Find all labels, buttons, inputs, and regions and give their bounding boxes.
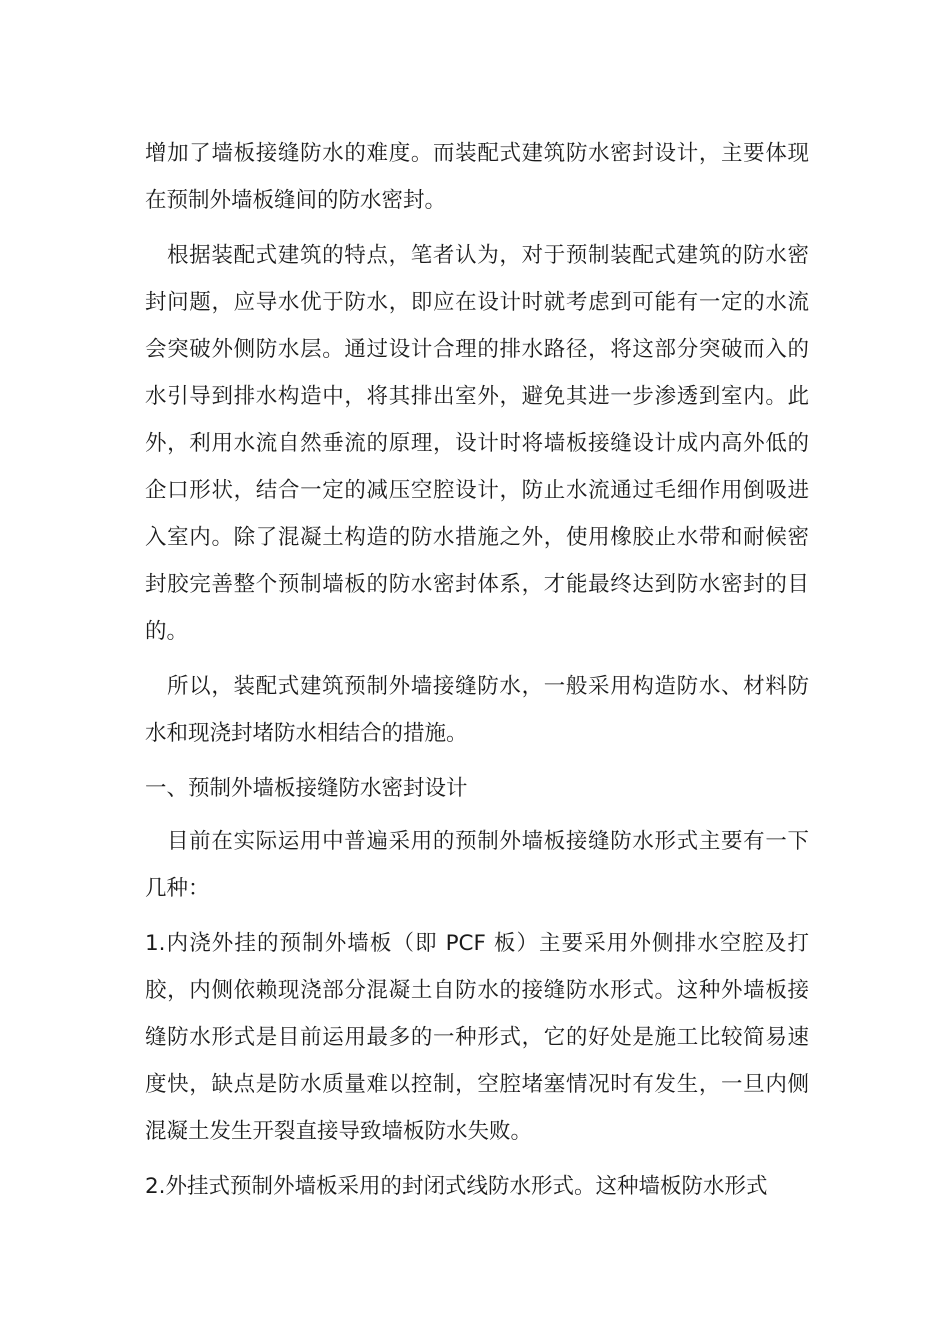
list-item-2: 2.外挂式预制外墙板采用的封闭式线防水形式。这种墙板防水形式 [145,1174,768,1199]
paragraph-drainage-principle: 根据装配式建筑的特点，笔者认为，对于预制装配式建筑的防水密封问题，应导水优于防水，即应在设计时就考虑到可能有一定的水流会突破外侧防水层。通过设计合理的排水路径，将这部分突破而入的水引导到排水构造中，将其排出室外，避免其进一步渗透到室内。此外，利用水流自然垂流的原理，设计时将墙板接缝设计成内高外低的企口形状，结合一定的减压空腔设计，防止水流通过毛细作用倒吸进入室内。除了混凝土构造的防水措施之外，使用橡胶止水带和耐候密封胶完善整个预制墙板的防水密封体系，才能最终达到防水密封的目的。 [145,243,809,644]
list-item-1: 1.内浇外挂的预制外墙板（即 PCF 板）主要采用外侧排水空腔及打胶，内侧依赖现浇部分混凝土自防水的接缝防水形式。这种外墙板接缝防水形式是目前运用最多的一种形式，它的好处是施工比较简易速度快，缺点是防水质量难以控制，空腔堵塞情况时有发生，一旦内侧混凝土发生开裂直接导致墙板防水失败。 [145,931,809,1144]
document-body [145,130,809,1218]
paragraph-combined-measures: 所以，装配式建筑预制外墙接缝防水，一般采用构造防水、材料防水和现浇封堵防水相结合的措施。 [145,674,809,746]
section-heading: 一、预制外墙板接缝防水密封设计 [145,776,468,801]
paragraph-continuation: 增加了墙板接缝防水的难度。而装配式建筑防水密封设计，主要体现在预制外墙板缝间的防水密封。 [145,141,809,213]
paragraph-forms-intro: 目前在实际运用中普遍采用的预制外墙板接缝防水形式主要有一下几种： [145,829,809,901]
